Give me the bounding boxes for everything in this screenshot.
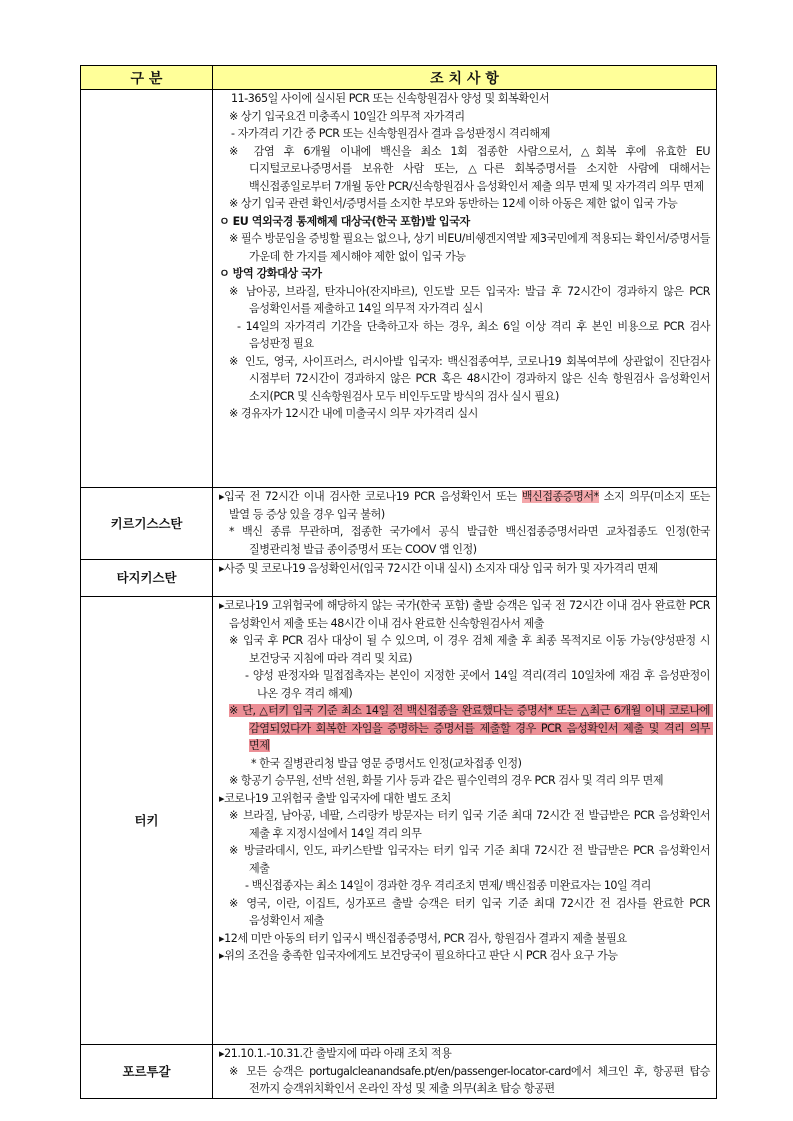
text-line: ※ 브라질, 남아공, 네팔, 스리랑카 방문자는 터키 입국 기준 최대 72시간 전 발급받은 PCR 음성확인서 제출 후 지정시설에서 14일 격리 의무: [229, 809, 714, 840]
bullet-line: ▸12세 미만 아동의 터키 입국시 백신접종증명서, PCR 검사, 항원검사 결과지 제출 불필요: [219, 931, 627, 945]
highlight-text: 백신접종증명서*: [521, 490, 599, 503]
text-segment: 소지 의무(미소지 또는 발열 등 증상 있을 경우 입국 불허): [229, 490, 714, 521]
header-category: 구 분: [81, 66, 213, 90]
text-line: ※ 모든 승객은 portugalcleanandsafe.pt/en/passenger-locator-card에서 체크인 후, 항공편 탑승 전까지 승객위치확인서 온라인 작성 및 제출 의무(최초 탑승 항공편: [229, 1064, 714, 1095]
country-cell: 터키: [81, 597, 213, 1045]
country-cell: 타지키스탄: [81, 560, 213, 597]
text-line: ※ 방글라데시, 인도, 파키스탄발 입국자는 터키 입국 기준 최대 72시간 전 발급받은 PCR 음성확인서 제출: [229, 844, 714, 875]
table-row-continuation: [81, 90, 717, 488]
text-line: * 백신 종류 무관하며, 접종한 국가에서 공식 발급한 백신접종증명서라면 교차접종도 인정(한국 질병관리청 발급 종이증명서 또는 COOV 앱 인정): [229, 525, 714, 556]
table-header-row: [81, 66, 717, 90]
measures-cell: [213, 488, 717, 560]
text-line: ※ 필수 방문임을 증빙할 필요는 없으나, 상기 비EU/비쉥겐지역발 제3국민에게 적용되는 확인서/증명서들 가운데 한 가지를 제시해야 제한 없이 입국 가능: [229, 232, 714, 263]
text-line: [219, 702, 714, 755]
table-row-kyrgyzstan: [81, 488, 717, 560]
measures-table: [80, 65, 717, 1099]
country-cell: 포르투갈: [81, 1045, 213, 1099]
text-line: ※ 경유자가 12시간 내에 미출국시 의무 자가격리 실시: [229, 407, 478, 420]
text-line: - 자가격리 기간 중 PCR 또는 신속항원검사 결과 음성판정시 격리해제: [231, 127, 550, 140]
measures-cell: [213, 597, 717, 1045]
measures-cell: [213, 560, 717, 597]
text-line: - 양성 판정자와 밀접접촉자는 본인이 지정한 곳에서 14일 격리(격리 10일차에 재검 후 음성판정이 나온 경우 격리 해제): [245, 669, 714, 700]
measures-cell: [213, 90, 717, 488]
bullet-line: ▸사증 및 코로나19 음성확인서(입국 72시간 이내 실시) 소지자 대상 입국 허가 및 자가격리 면제: [219, 562, 658, 575]
table-row-turkey: [81, 597, 717, 1045]
country-cell: 키르기스스탄: [81, 488, 213, 560]
text-line: ※ 남아공, 브라질, 탄자니아(잔지바르), 인도발 모든 입국자: 발급 후 72시간이 경과하지 않은 PCR 음성확인서를 제출하고 14일 의무적 자가격리 실시: [229, 284, 714, 315]
text-line: ※ 영국, 이란, 이집트, 싱가포르 출발 승객은 터키 입국 기준 최대 72시간 전 검사를 완료한 PCR 음성확인서 제출: [229, 896, 714, 927]
measures-cell: [213, 1045, 717, 1099]
highlight-text: ※ 단, △터키 입국 기준 최소 14일 전 백신접종을 완료했다는 증명서* 또는 △최근 6개월 이내 코로나에 감염되었다가 회복한 자임을 증명하는 증명서를 제출할 경우 PCR 음성확인서 제출 및 격리 의무 면제: [229, 704, 714, 752]
text-line: - 14일의 자가격리 기간을 단축하고자 하는 경우, 최소 6일 이상 격리 후 본인 비용으로 PCR 검사 음성판정 필요: [237, 319, 714, 350]
text-segment: ▸입국 전 72시간 이내 검사한 코로나19 PCR 음성확인서 또는: [219, 490, 522, 503]
text-line: ※ 항공기 승무원, 선박 선원, 화물 기사 등과 같은 필수인력의 경우 PCR 검사 및 격리 의무 면제: [229, 774, 664, 787]
text-line: - 백신접종자는 최소 14일이 경과한 경우 격리조치 면제/ 백신접종 미완료자는 10일 격리: [245, 879, 651, 892]
text-line: ※ 감염 후 6개월 이내에 백신을 최소 1회 접종한 사람으로서, △회복 후에 유효한 EU 디지털코로나증명서를 보유한 사람 또는, △다른 회복증명서를 소지한 사람에 대해서는 백신접종일로부터 7개월 동안 PCR/신속항원검사 음성확인서 제출 의무 면제 및 자가격리 의무 면제: [229, 144, 714, 193]
bullet-line: ▸21.10.1.-10.31.간 출발지에 따라 아래 조치 적용: [219, 1047, 452, 1060]
section-heading: ㅇ EU 역외국경 통제해제 대상국(한국 포함)발 입국자: [219, 214, 470, 228]
text-line: ※ 상기 입국요건 미충족시 10일간 의무적 자가격리: [229, 109, 465, 123]
bullet-line: [219, 488, 714, 523]
text-line: * 한국 질병관리청 발급 영문 증명서도 인정(교차접종 인정): [251, 756, 522, 770]
text-line: ※ 입국 후 PCR 검사 대상이 될 수 있으며, 이 경우 검체 제출 후 최종 목적지로 이동 가능(양성판정 시 보건당국 지침에 따라 격리 및 치료): [229, 634, 714, 665]
text-line: ※ 상기 입국 관련 확인서/증명서를 소지한 부모와 동반하는 12세 이하 아동은 제한 없이 입국 가능: [229, 197, 678, 210]
section-heading: ㅇ 방역 강화대상 국가: [219, 267, 322, 280]
bullet-line: ▸코로나19 고위험국 출발 입국자에 대한 별도 조치: [219, 791, 451, 805]
text-line: ※ 인도, 영국, 사이프러스, 러시아발 입국자: 백신접종여부, 코로나19 회복여부에 상관없이 진단검사 시점부터 72시간이 경과하지 않은 PCR 혹은 48시간이 경과하지 않은 신속 항원검사 음성확인서 소지(PCR 및 신속항원검사 모두 비인두도말 방식의 검사 실시 필요): [229, 354, 714, 403]
table-row-tajikistan: [81, 560, 717, 597]
country-cell: [81, 90, 213, 488]
table-row-portugal: [81, 1045, 717, 1099]
bullet-line: ▸코로나19 고위험국에 해당하지 않는 국가(한국 포함) 출발 승객은 입국 전 72시간 이내 검사 완료한 PCR 음성확인서 제출 또는 48시간 이내 검사 완료한 신속항원검사서 제출: [219, 599, 714, 630]
text-line: 11-365일 사이에 실시된 PCR 또는 신속항원검사 양성 및 회복확인서: [231, 92, 550, 105]
bullet-line: ▸위의 조건을 충족한 입국자에게도 보건당국이 필요하다고 판단 시 PCR 검사 요구 가능: [219, 949, 618, 962]
header-measures: 조 치 사 항: [213, 66, 717, 90]
